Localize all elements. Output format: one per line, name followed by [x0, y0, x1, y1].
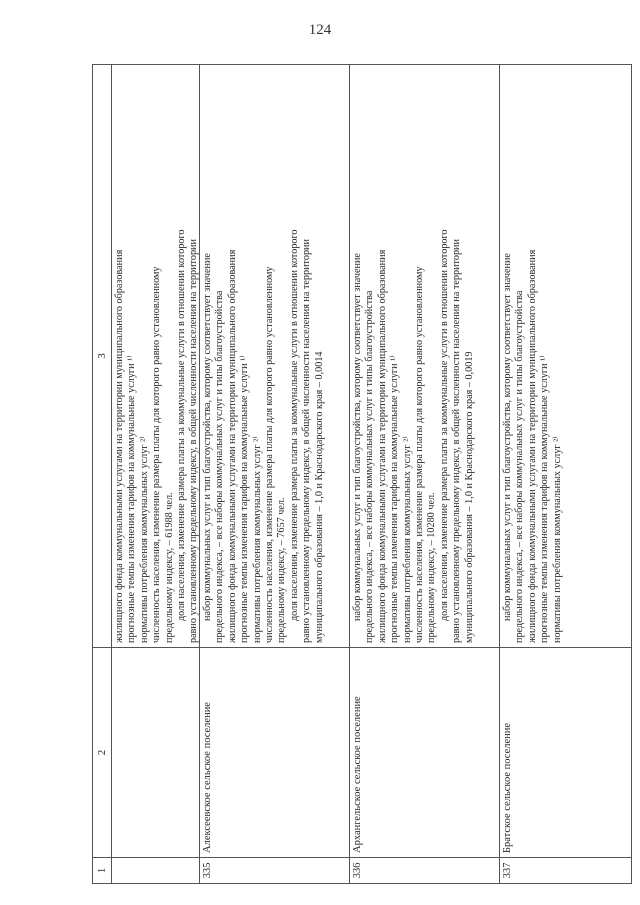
indicator-line: нормативы потребления коммунальных услуг ²⁾	[138, 436, 150, 643]
indicator-text	[112, 65, 199, 647]
settlement-name: Алексеевское сельское поселение	[200, 647, 349, 857]
indicator-line: предельному индексу, – 61988 чел.	[163, 492, 175, 643]
table-row	[112, 65, 200, 883]
indicator-line: жилищного фонда коммунальными услугами на территории муниципального образования	[526, 249, 538, 643]
indicator-line: набор коммунальных услуг и тип благоустройства, которому соответствует значение	[502, 253, 513, 621]
settlement-name	[112, 647, 199, 857]
row-number: 336	[350, 857, 499, 883]
indicator-line: предельного индекса, – все наборы коммунальных услуг и типы благоустройства	[514, 290, 526, 643]
indicator-line: жилищного фонда коммунальными услугами на территории муниципального образования	[376, 249, 388, 643]
indicator-line: доля населения, изменение размера платы за коммунальные услуги в отношении которого	[438, 229, 450, 621]
header-col-1: 1	[93, 857, 111, 883]
settlement-name: Братское сельское поселение	[500, 647, 632, 857]
indicator-line: муниципального образования – 1,0 и Краснодарского края – 0,0019	[463, 351, 475, 643]
indicator-line: численность населения, изменение размера платы для которого равно установленному	[414, 266, 426, 643]
indicator-text	[500, 65, 632, 647]
row-number: 337	[500, 857, 632, 883]
table-row	[500, 65, 632, 883]
indicator-line: прогнозные темпы изменения тарифов на коммунальные услуги ¹⁾	[239, 355, 251, 643]
indicator-text	[350, 65, 499, 647]
indicator-line: набор коммунальных услуг и тип благоустройства, которому соответствует значение	[202, 253, 213, 621]
table-row	[200, 65, 350, 883]
indicator-line: предельному индексу, – 7657 чел.	[276, 497, 288, 643]
indicator-line: численность населения, изменение размера платы для которого равно установленному	[151, 266, 163, 643]
indicator-line: прогнозные темпы изменения тарифов на коммунальные услуги ¹⁾	[539, 355, 551, 643]
indicator-line: равно установленному предельному индексу, в общей численности населения на территории	[451, 239, 463, 643]
row-number	[112, 857, 199, 883]
header-col-2: 2	[93, 647, 111, 857]
table-body	[112, 65, 632, 883]
table-row	[350, 65, 500, 883]
tariff-table	[92, 64, 632, 884]
header-col-3: 3	[96, 353, 108, 359]
indicator-line: равно установленному предельному индексу, в общей численности населения на территории	[188, 239, 199, 643]
table-header	[93, 65, 112, 883]
indicator-line: набор коммунальных услуг и тип благоустройства, которому соответствует значение	[352, 253, 363, 621]
page-number: 124	[308, 22, 332, 38]
indicator-line: предельного индекса, – все наборы коммунальных услуг и типы благоустройства	[364, 290, 376, 643]
indicator-line: предельного индекса, – все наборы коммунальных услуг и типы благоустройства	[214, 290, 226, 643]
row-number: 335	[200, 857, 349, 883]
indicator-line: равно установленному предельному индексу, в общей численности населения на территории	[301, 239, 313, 643]
indicator-line: нормативы потребления коммунальных услуг ²⁾	[401, 436, 413, 643]
indicator-line: прогнозные темпы изменения тарифов на коммунальные услуги ¹⁾	[389, 355, 401, 643]
settlement-name: Архангельское сельское поселение	[350, 647, 499, 857]
indicator-line: жилищного фонда коммунальными услугами на территории муниципального образования	[226, 249, 238, 643]
indicator-line: прогнозные темпы изменения тарифов на коммунальные услуги ¹⁾	[126, 355, 138, 643]
indicator-line: предельному индексу, – 10280 чел.	[426, 492, 438, 643]
indicator-line: доля населения, изменение размера платы за коммунальные услуги в отношении которого	[288, 229, 300, 621]
indicator-line: доля населения, изменение размера платы за коммунальные услуги в отношении которого	[176, 229, 188, 621]
indicator-line: численность населения, изменение размера платы для которого равно установленному	[264, 266, 276, 643]
indicator-text	[200, 65, 349, 647]
indicator-line: жилищного фонда коммунальными услугами на территории муниципального образования	[114, 249, 125, 643]
indicator-line: нормативы потребления коммунальных услуг ²⁾	[551, 436, 563, 643]
page-content	[92, 64, 632, 884]
indicator-line: нормативы потребления коммунальных услуг ²⁾	[251, 436, 263, 643]
indicator-line: муниципального образования – 1,0 и Краснодарского края – 0,0014	[313, 351, 325, 643]
